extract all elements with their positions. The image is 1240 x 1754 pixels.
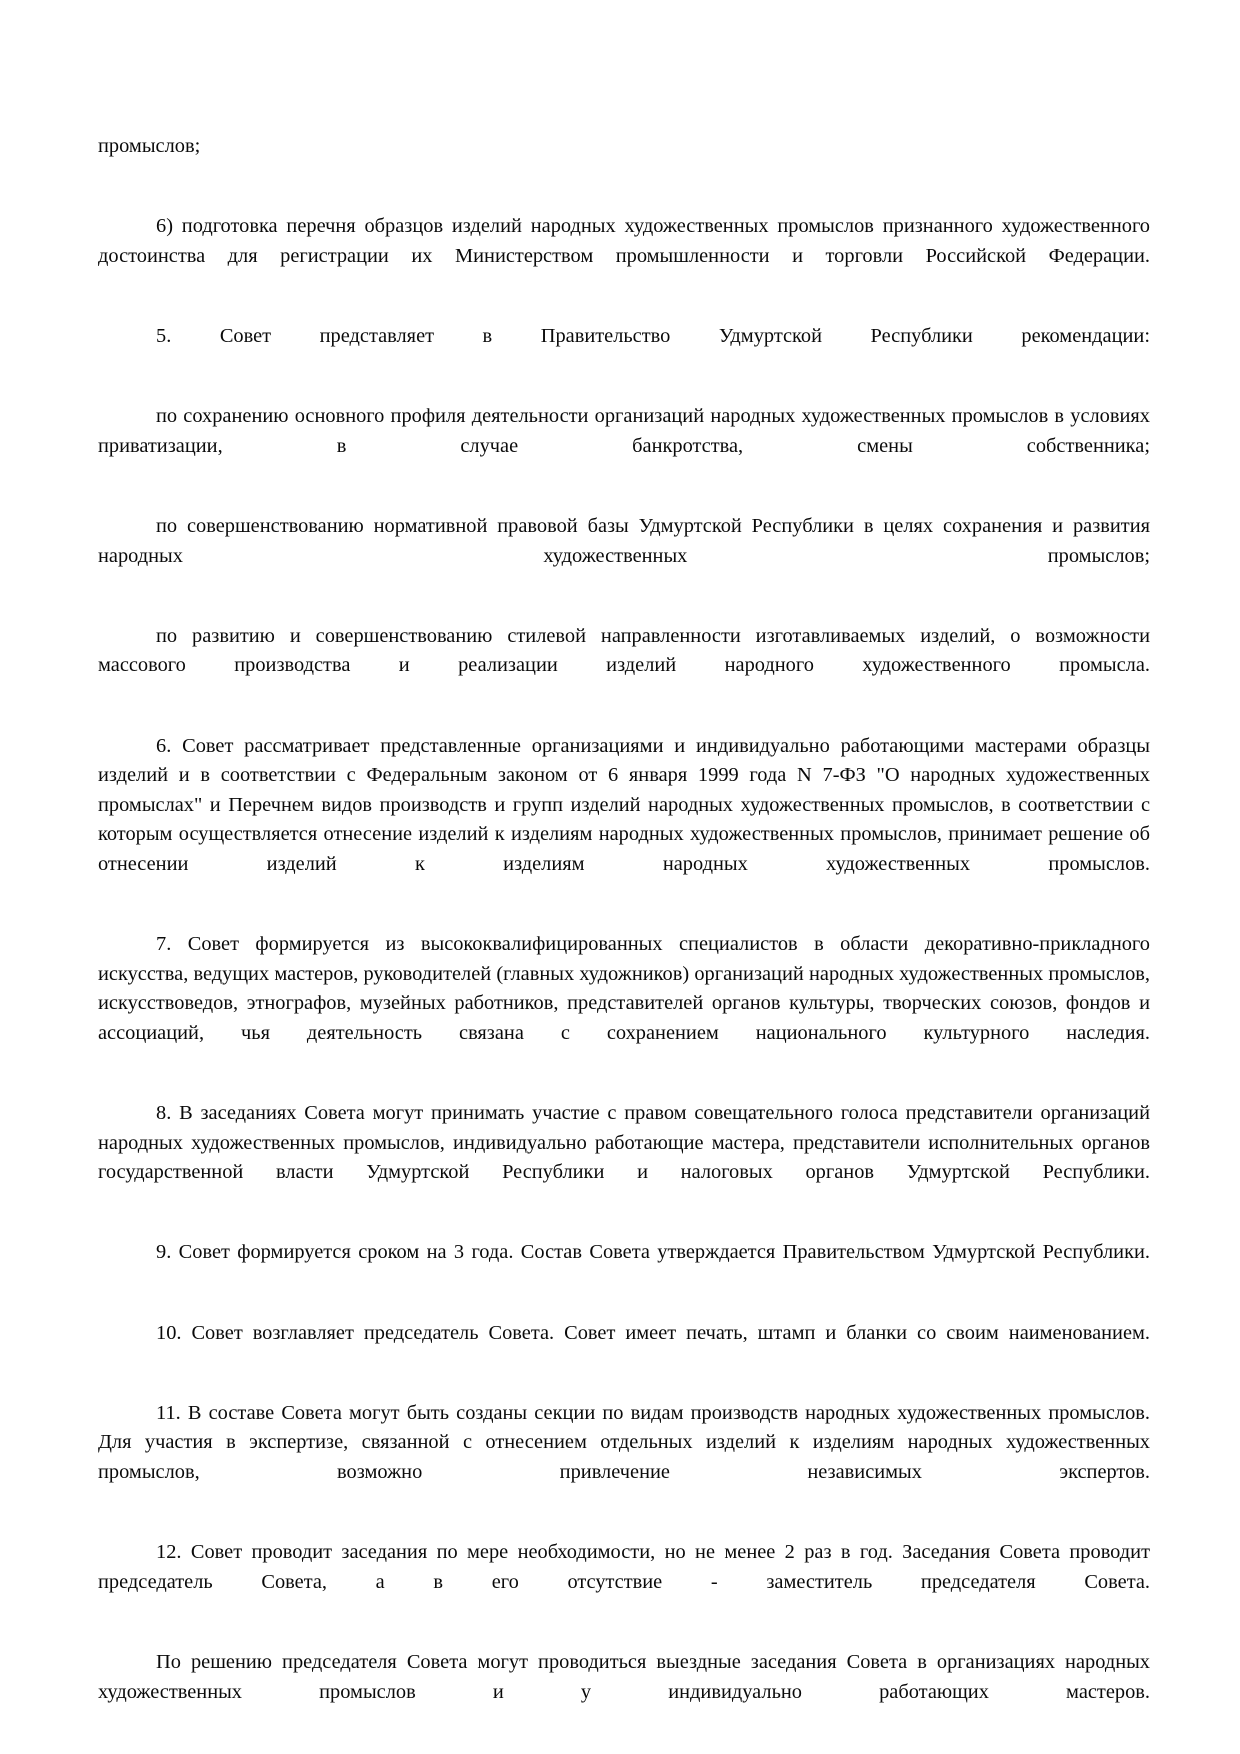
paragraph-item-6: 6. Совет рассматривает представленные организациями и индивидуально работающими мастерами образцы изделий и в соответствии с Федеральным законом от 6 января 1999 года N 7-ФЗ "О народных художественных промыслах" и Перечнем видов производств и групп изделий народных художественных промыслов, в соответствии с которым осуществляется отнесение изделий к изделиям народных художественных промыслов, принимает решение об отнесении изделий к изделиям народных художественных промыслов. <box>98 734 1150 875</box>
paragraph-item-11: 11. В составе Совета могут быть созданы секции по видам производств народных художественных промыслов. Для участия в экспертизе, связанной с отнесением отдельных изделий к изделиям народных художественных промыслов, возможно привлечение независимых экспертов. <box>98 1401 1150 1483</box>
paragraph-closing: По решению председателя Совета могут проводиться выездные заседания Совета в организациях народных художественных промыслов и у индивидуально работающих мастеров. <box>98 1650 1150 1703</box>
paragraph-item-7: 7. Совет формируется из высококвалифицированных специалистов в области декоративно-прикладного искусства, ведущих мастеров, руководителей (главных художников) организаций народных художественных промыслов, искусствоведов, этнографов, музейных работников, представителей органов культуры, творческих союзов, фондов и ассоциаций, чья деятельность связана с сохранением национального культурного наследия. <box>98 933 1150 1044</box>
paragraph-item-5-recommendation-c: по развитию и совершенствованию стилевой направленности изготавливаемых изделий, о возможности массового производства и реализации изделий народного художественного промысла. <box>98 624 1150 677</box>
paragraph-item-12: 12. Совет проводит заседания по мере необходимости, но не менее 2 раз в год. Заседания Совета проводит председатель Совета, а в его отсутствие - заместитель председателя Совета. <box>98 1541 1150 1593</box>
paragraph-item-5-recommendation-a: по сохранению основного профиля деятельности организаций народных художественных промыслов в условиях приватизации, в случае банкротства, смены собственника; <box>98 405 1150 457</box>
paragraph-item-6-subclause: 6) подготовка перечня образцов изделий народных художественных промыслов признанного художественного достоинства для регистрации их Министерством промышленности и торговли Российской Федерации. <box>98 215 1150 267</box>
paragraph-item-10: 10. Совет возглавляет председатель Совета. Совет имеет печать, штамп и бланки со своим наименованием. <box>156 1321 1150 1344</box>
document-body <box>98 132 1150 1737</box>
paragraph-continuation-promyslov: промыслов; <box>98 135 201 157</box>
paragraph-item-5: 5. Совет представляет в Правительство Удмуртской Республики рекомендации: <box>156 324 1150 347</box>
paragraph-item-9: 9. Совет формируется сроком на 3 года. Состав Совета утверждается Правительством Удмуртской Республики. <box>156 1241 1150 1264</box>
paragraph-item-8: 8. В заседаниях Совета могут принимать участие с правом совещательного голоса представители организаций народных художественных промыслов, индивидуально работающие мастера, представители исполнительных органов государственной власти Удмуртской Республики и налоговых органов Удмуртской Республики. <box>98 1102 1150 1184</box>
paragraph-item-5-recommendation-b: по совершенствованию нормативной правовой базы Удмуртской Республики в целях сохранения и развития народных художественных промыслов; <box>98 514 1150 567</box>
